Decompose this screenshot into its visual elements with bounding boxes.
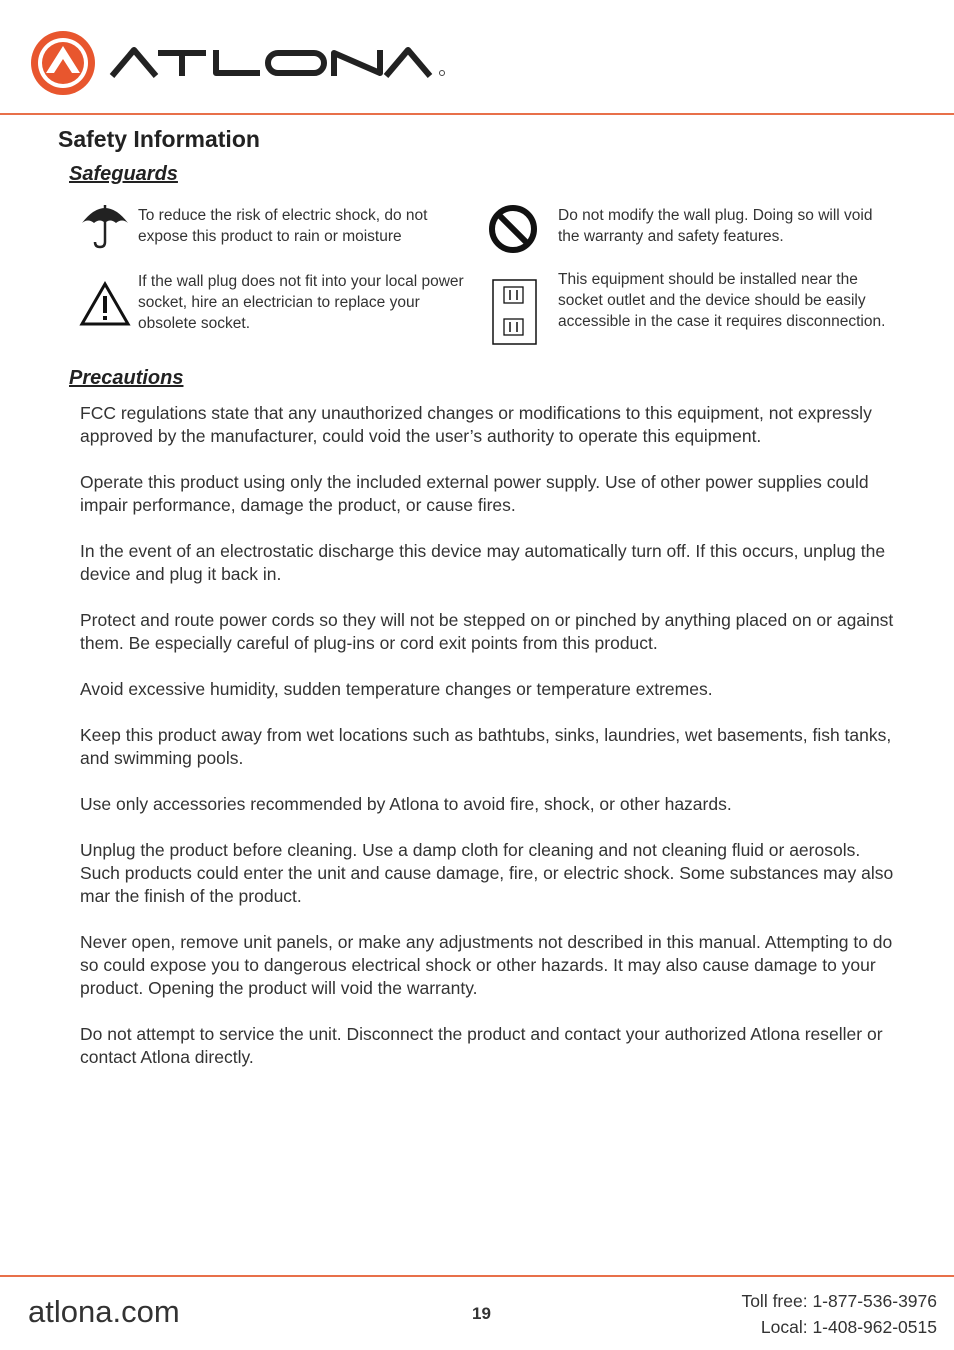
- wall-outlet-icon: [492, 279, 537, 345]
- atlona-logo: [30, 29, 450, 97]
- warning-triangle-icon: [79, 281, 131, 327]
- safeguard-text-wall-plug: Do not modify the wall plug. Doing so will void the warranty and safety features.: [558, 207, 873, 245]
- local-number: Local: 1-408-962-0515: [760, 1317, 937, 1337]
- safeguards-heading: Safeguards: [69, 163, 178, 185]
- precaution-paragraph: Do not attempt to service the unit. Disconnect the product and contact your authorized Atlona reseller or contact Atlona directly.: [80, 1024, 883, 1067]
- precaution-paragraph: Avoid excessive humidity, sudden temperature changes or temperature extremes.: [80, 679, 713, 699]
- umbrella-icon: [80, 201, 130, 249]
- prohibited-icon: [488, 204, 538, 254]
- safeguard-text-installation: This equipment should be installed near the socket outlet and the device should be easily accessible in the case it requires disconnection.: [558, 271, 886, 330]
- footer-rule: [0, 1275, 954, 1277]
- precaution-paragraph: Unplug the product before cleaning. Use a damp cloth for cleaning and not cleaning fluid or aerosols. Such products could enter the unit and cause damage, fire, or electric shock. Some substances may also mar the finish of the product.: [80, 840, 894, 906]
- footer-contact: [741, 1288, 937, 1340]
- precaution-paragraph: Protect and route power cords so they will not be stepped on or pinched by anything placed on or against them. Be especially careful of plug-ins or cord exit points from this product.: [80, 610, 894, 653]
- precaution-paragraph: FCC regulations state that any unauthorized changes or modifications to this equipment, not expressly approved by the manufacturer, could void the user’s authority to operate this equipment.: [80, 403, 872, 446]
- header-rule: [0, 113, 954, 115]
- precaution-paragraph: Never open, remove unit panels, or make any adjustments not described in this manual. Attempting to do so could expose you to dangerous electrical shock or other hazards. It may also cause damage to your product. Opening the product will void the warranty.: [80, 932, 893, 998]
- atlona-logo-mark: [31, 31, 95, 95]
- footer-website: atlona.com: [28, 1294, 180, 1329]
- safeguard-text-socket: If the wall plug does not fit into your local power socket, hire an electrician to replace your obsolete socket.: [138, 273, 464, 332]
- toll-free-number: Toll free: 1-877-536-3976: [741, 1291, 937, 1311]
- precaution-paragraph: Operate this product using only the included external power supply. Use of other power supplies could impair performance, damage the product, or cause fires.: [80, 472, 869, 515]
- page-number: 19: [472, 1304, 491, 1323]
- registered-mark: [440, 71, 445, 76]
- safeguard-text-moisture: To reduce the risk of electric shock, do not expose this product to rain or moisture: [138, 207, 428, 245]
- precautions-list: [80, 402, 900, 1092]
- precaution-paragraph: Keep this product away from wet locations such as bathtubs, sinks, laundries, wet basements, fish tanks, and swimming pools.: [80, 725, 892, 768]
- atlona-wordmark: [112, 50, 430, 76]
- precautions-heading: Precautions: [69, 367, 184, 389]
- precaution-paragraph: Use only accessories recommended by Atlona to avoid fire, shock, or other hazards.: [80, 794, 732, 814]
- precaution-paragraph: In the event of an electrostatic discharge this device may automatically turn off. If this occurs, unplug the device and plug it back in.: [80, 541, 886, 584]
- page-title: Safety Information: [58, 126, 260, 152]
